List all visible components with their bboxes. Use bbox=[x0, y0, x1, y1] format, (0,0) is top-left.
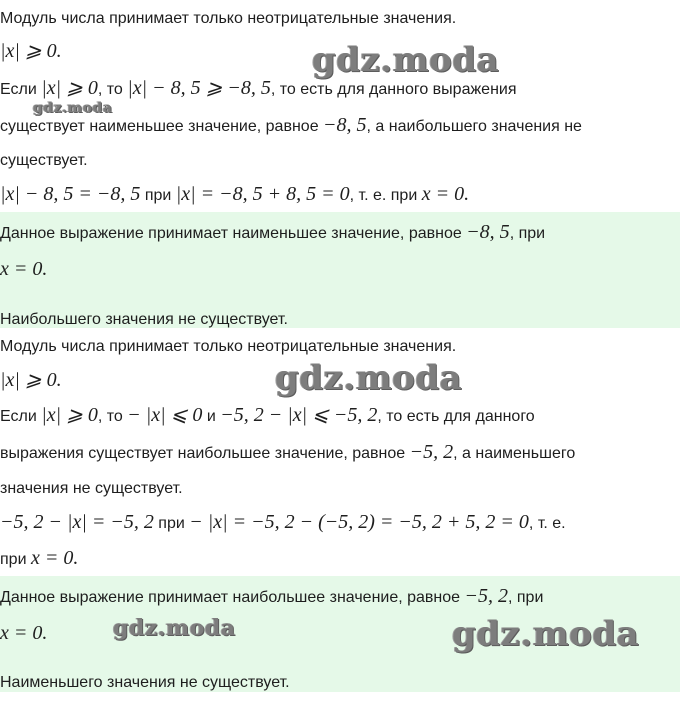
block2-line1: Модуль числа принимает только неотрицательные значения. bbox=[0, 338, 457, 355]
answer1-line1 bbox=[0, 221, 545, 245]
formula: −5, 2 bbox=[464, 585, 508, 607]
text: при bbox=[140, 187, 176, 204]
block1-line2-formula: |x| ⩾ 0. bbox=[0, 40, 62, 62]
formula: |x| = −8, 5 + 8, 5 = 0 bbox=[175, 183, 350, 205]
answer2-line3: Наименьшего значения не существует. bbox=[0, 674, 290, 691]
block2-line4 bbox=[0, 441, 575, 465]
text: при bbox=[0, 551, 31, 568]
watermark-logo: gdz.moda bbox=[33, 100, 113, 116]
text: , т. е. bbox=[528, 515, 566, 532]
text: при bbox=[153, 515, 190, 532]
text: , а наибольшего значения не bbox=[366, 118, 582, 135]
answer2-line1 bbox=[0, 585, 543, 609]
answer2-line2-formula: x = 0. bbox=[0, 622, 48, 644]
watermark-logo: gdz.moda bbox=[452, 614, 640, 654]
formula: x = 0. bbox=[30, 547, 79, 569]
block2-line7 bbox=[0, 547, 78, 571]
block1-line3 bbox=[0, 77, 517, 101]
watermark-logo: gdz.moda bbox=[113, 615, 236, 641]
block2-line3 bbox=[0, 404, 535, 428]
block1-line4 bbox=[0, 114, 582, 138]
block2-line6 bbox=[0, 511, 566, 535]
text: , то bbox=[97, 408, 128, 425]
block2-line5: значения не существует. bbox=[0, 480, 183, 497]
text: , при bbox=[508, 589, 544, 606]
text: Если bbox=[0, 408, 42, 425]
text: , а наименьшего bbox=[453, 445, 576, 462]
formula: |x| − 8, 5 = −8, 5 bbox=[0, 183, 141, 205]
text: Данное выражение принимает наибольшее значение, равное bbox=[0, 589, 465, 606]
watermark-logo: gdz.moda bbox=[312, 40, 500, 80]
answer1-line2-formula: x = 0. bbox=[0, 258, 48, 280]
formula: −5, 2 − |x| = −5, 2 bbox=[0, 511, 154, 533]
block1-line6 bbox=[0, 183, 469, 207]
text: , то есть для данного выражения bbox=[270, 81, 517, 98]
formula: − |x| ⩽ 0 bbox=[127, 404, 203, 426]
text: и bbox=[202, 408, 221, 425]
block2-line2-formula: |x| ⩾ 0. bbox=[0, 369, 62, 391]
text: выражения существует наибольшее значение, равное bbox=[0, 445, 410, 462]
formula: −5, 2 − |x| ⩽ −5, 2 bbox=[220, 404, 378, 426]
watermark-logo: gdz.moda bbox=[275, 358, 463, 398]
block1-line1: Модуль числа принимает только неотрицательные значения. bbox=[0, 10, 457, 27]
formula: −8, 5 bbox=[466, 221, 510, 243]
text: , то есть для данного bbox=[377, 408, 535, 425]
text: , при bbox=[509, 225, 546, 242]
block1-line5: существует. bbox=[0, 152, 88, 169]
formula: |x| ⩾ 0 bbox=[41, 77, 98, 99]
text: существует наименьшее значение, равное bbox=[0, 118, 324, 135]
text: , т. е. при bbox=[349, 187, 422, 204]
text: Если bbox=[0, 81, 42, 98]
formula: |x| − 8, 5 ⩾ −8, 5 bbox=[127, 77, 271, 99]
text: Данное выражение принимает наименьшее значение, равное bbox=[0, 225, 467, 242]
formula: x = 0. bbox=[421, 183, 470, 205]
formula: |x| ⩾ 0 bbox=[41, 404, 98, 426]
text: , то bbox=[97, 81, 128, 98]
formula: − |x| = −5, 2 − (−5, 2) = −5, 2 + 5, 2 = 0 bbox=[189, 511, 529, 533]
formula: −5, 2 bbox=[409, 441, 454, 463]
answer1-line3: Наибольшего значения не существует. bbox=[0, 311, 288, 328]
formula: −8, 5 bbox=[323, 114, 367, 136]
